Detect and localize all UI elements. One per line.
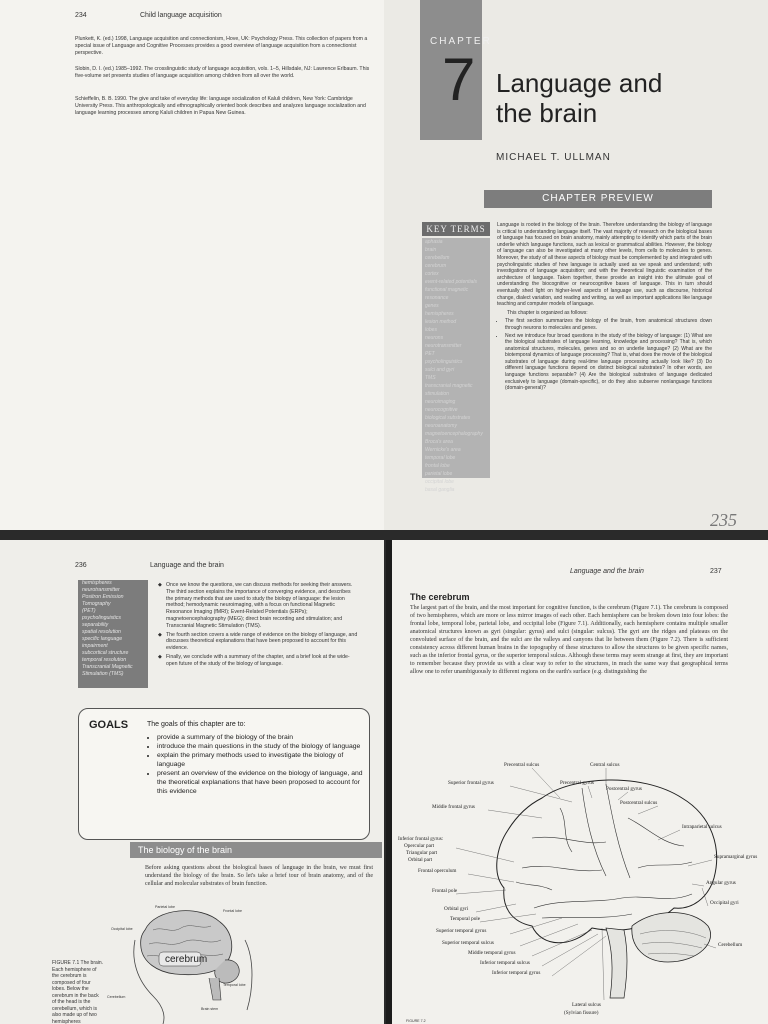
key-term: PET	[425, 351, 435, 357]
goals-list	[151, 733, 367, 796]
label-superior-frontal-gyrus: Superior frontal gyrus	[448, 780, 494, 786]
key-term: event-related potentials	[425, 279, 477, 285]
figure-7-1-caption: FIGURE 7.1 The brain. Each hemisphere of the cerebrum is composed of four lobes. Below the cerebrum in the back of the head is the cerebellum, which is also made up of two hemispheres	[52, 960, 104, 1024]
brain-stem-label: Brain stem	[201, 1007, 219, 1011]
key-term: frontal lobe	[425, 463, 450, 469]
key-term: biological substrates	[425, 415, 471, 421]
cerebrum-text: The largest part of the brain, and the most important for cognitive function, is the cerebrum (Figure 7.1). The cerebrum is composed of two hemispheres, which are more or less mirror images of each other. Each hemisphere can be broken down into four lobes: the frontal lobe, temporal lobe, parietal lobe, and occipital lobe (Figure 7.1). Additionally, each hemisphere contains multiple smaller anatomical structures known as gyri (singular: gyrus) and sulci (singular: sulcus). The gyri are the ridges and plateaus on the convoluted surface of the brain, and the sulci are the valleys and canyons that lie between them (Figure 7.2). There is sufficient consistency across different human brains in the topography of these structures to allow the structures to be given specific names, such as the inferior frontal gyrus, or the superior temporal sulcus. Although these terms may seem strange at first, they are important to remember because they provide us with a clear way to refer to the structures, in much the same way that geographical terms allow one to refer unambiguously to different regions on the earth's surface (e.g. distinguishing the	[410, 605, 728, 675]
occipital-lobe-label: Occipital lobe	[111, 927, 133, 931]
key-term: temporal lobe	[425, 455, 456, 461]
overview-bullet: ◆ Once we know the questions, we can discuss methods for seeking their answers. The third section explains the importance of converging evidence, and describes the primary methods that are used to study the biology of language: the lesion method; hemodynamic neuroimaging, with a focus on functional Magnetic Resonance Imaging (fMRI); Event-Related Potentials (ERPs); magnetoencephalography (MEG); direct brain recording and stimulation; and Transcranial Magnetic Stimulation (TMS).	[158, 582, 358, 630]
page-236	[0, 540, 384, 1024]
key-term: cortex	[425, 271, 439, 277]
key-term: sulci and gyri	[425, 367, 455, 373]
running-head: Child language acquisition	[140, 12, 222, 19]
key-term: psycholinguistics	[425, 359, 463, 365]
figure-7-1	[105, 900, 265, 1024]
label-occipital-gyri: Occipital gyri	[710, 900, 739, 906]
chapter-title-line2: the brain	[496, 98, 598, 128]
label-frontal-pole: Frontal pole	[432, 888, 458, 894]
label-middle-frontal-gyrus: Middle frontal gyrus	[432, 804, 475, 810]
key-term: occipital lobe	[425, 479, 454, 485]
label-sylvian-fissure: (Sylvian fissure)	[564, 1010, 599, 1016]
key-term: Positron Emission	[82, 594, 124, 600]
frontal-lobe-label: Frontal lobe	[223, 909, 242, 913]
key-term: Wernicke's area	[425, 447, 461, 453]
key-term: cerebrum	[425, 263, 447, 269]
key-term: neurocognitive	[425, 407, 458, 413]
label-central-sulcus: Central sulcus	[590, 762, 620, 768]
goals-intro: The goals of this chapter are to:	[147, 721, 246, 728]
preview-bullets	[497, 318, 712, 392]
chapter-number: 7	[442, 46, 476, 113]
page-number: 237	[710, 568, 722, 575]
key-term: Transcranial Magnetic	[82, 664, 133, 670]
key-term: neuroimaging	[425, 399, 456, 405]
label-angular-gyrus: Angular gyrus	[706, 880, 736, 886]
key-term: impairment	[82, 643, 108, 649]
reference-slobin: Slobin, D. I. (ed.) 1985–1992. The crosslinguistic study of language acquisition, vols. 1–5, Hillsdale, NJ: Lawrence Erlbaum. This five-volume set presents studies of language acquisition among children from all over the world.	[75, 66, 370, 79]
chapter-title-line1: Language and	[496, 68, 663, 98]
page-235	[384, 0, 768, 530]
label-temporal-pole: Temporal pole	[450, 916, 481, 922]
label-triangular-part: Triangular part	[406, 850, 438, 856]
key-term: specific language	[82, 636, 123, 642]
key-term: (PET)	[82, 608, 96, 614]
key-term: subcortical structure	[82, 650, 129, 656]
parietal-lobe-label: Parietal lobe	[155, 905, 175, 909]
label-cerebellum: Cerebellum	[718, 942, 743, 948]
goals-heading: GOALS	[89, 719, 129, 731]
preview-bullet: • The first section summarizes the biology of the brain, from anatomical structures down through neurons to molecules and genes.	[505, 318, 712, 331]
section-heading: The biology of the brain	[130, 842, 382, 858]
goal-item: • explain the primary methods used to investigate the biology of language	[157, 751, 367, 769]
brainstem-shape	[606, 928, 627, 998]
handwritten-page-number: 235	[710, 510, 737, 530]
key-terms-heading: KEY TERMS	[422, 222, 490, 236]
key-term: separability	[82, 622, 109, 628]
chapter-preview-heading: CHAPTER PREVIEW	[484, 190, 712, 208]
label-intraparietal-sulcus: Intraparietal sulcus	[682, 824, 722, 830]
label-superior-temporal-gyrus: Superior temporal gyrus	[436, 928, 487, 934]
figure-7-2-caption: FIGURE 7.2	[406, 1019, 426, 1023]
key-term: temporal resolution	[82, 657, 127, 663]
key-term: lesion method	[425, 319, 457, 325]
label-frontal-operculum: Frontal operculum	[418, 868, 457, 874]
key-term: neurotransmitter	[425, 343, 462, 349]
label-middle-temporal-gyrus: Middle temporal gyrus	[468, 950, 516, 956]
key-term: Stimulation (TMS)	[82, 671, 124, 677]
label-superior-temporal-sulcus: Superior temporal sulcus	[442, 940, 494, 946]
label-inferior-temporal-sulcus: Inferior temporal sulcus	[480, 960, 530, 966]
chapter-overview-bullets	[158, 582, 358, 670]
chapter-preview-text	[497, 222, 712, 393]
key-term: hemispheres	[82, 580, 112, 586]
key-term: neuroanatomy	[425, 423, 457, 429]
author-name: MICHAEL T. ULLMAN	[496, 152, 611, 163]
key-term: Broca's area	[425, 439, 453, 445]
key-term: parietal lobe	[425, 471, 453, 477]
goal-item: • introduce the main questions in the study of the biology of language	[157, 742, 367, 751]
label-inferior-frontal-gyrus: Inferior frontal gyrus:	[398, 836, 444, 842]
brainstem-shape	[209, 978, 221, 1000]
reference-plunkett: Plunkett, K. (ed.) 1998, Language acquisition and connectionism, Hove, UK: Psychology Press. This collection of papers from a special issue of Language and Cognitive Processes provides a good overview of language acquisition from a connectionist perspective.	[75, 36, 368, 56]
cerebellum-shape	[632, 913, 711, 963]
section-intro-text: Before asking questions about the biological bases of language in the brain, we must first understand the biology of the brain. So let's take a brief tour of brain anatomy, and of the cellular and molecular substrates of brain function.	[145, 865, 373, 887]
label-inferior-temporal-gyrus: Inferior temporal gyrus	[492, 970, 541, 976]
key-term: genes	[425, 303, 439, 309]
label-postcentral-gyrus: Postcentral gyrus	[606, 786, 642, 792]
figure-7-2	[392, 758, 768, 1024]
key-term: spatial resolution	[82, 629, 121, 635]
label-orbital-part: Orbital part	[408, 857, 433, 863]
cerebrum-label: cerebrum	[165, 954, 208, 965]
key-term: lobes	[425, 327, 437, 333]
key-term: neurons	[425, 335, 444, 341]
goal-item: • present an overview of the evidence on the biology of language, and the theoretical explanations that have been proposed to account for this evidence	[157, 769, 367, 796]
key-term: transcranial magnetic stimulation	[425, 383, 473, 397]
preview-organized: This chapter is organized as follows:	[507, 309, 588, 316]
label-postcentral-sulcus: Postcentral sulcus	[620, 800, 658, 806]
key-term: hemispheres	[425, 311, 454, 317]
preview-bullet: • Next we introduce four broad questions in the study of the biology of language: (1) What are the biological substrates of language learning, knowledge and processing? That is, which anatomical structures, molecules, genes and so on underlie language? (2) What are the biotemporal dynamics of language processing? That is, what does the movie of the biological substrates of language during real-time language processing actually look like? (3) Do different language functions depend on distinct biological substrates? In other words, are language functions separable? (4) Are the biological substrates of language dedicated exclusively to language (domain-specific), or do they also subserve nonlanguage functions (domain-general)?	[505, 333, 712, 392]
label-opercular-part: Opercular part	[404, 843, 435, 849]
key-term: cerebellum	[425, 255, 450, 261]
key-term: brain	[425, 247, 437, 253]
running-head: Language and the brain	[570, 568, 644, 575]
key-terms-list	[422, 238, 490, 493]
key-terms-continued	[78, 580, 148, 688]
temporal-lobe-label: Temporal lobe	[223, 983, 246, 987]
chapter-label: CHAPTER	[430, 36, 492, 47]
goal-item: • provide a summary of the biology of the brain	[157, 733, 367, 742]
overview-bullet: ◆ The fourth section covers a wide range of evidence on the biology of language, and discusses theoretical explanations that have been proposed to account for this evidence.	[158, 632, 358, 652]
key-term: psycholinguistics	[82, 615, 121, 621]
key-term: TMS	[425, 375, 436, 381]
overview-bullet: ◆ Finally, we conclude with a summary of the chapter, and a brief look at the wide-open future of the study of the biology of language.	[158, 654, 358, 668]
label-precentral-sulcus: Precentral sulcus	[504, 762, 540, 768]
cerebellum-label: Cerebellum	[107, 995, 126, 999]
page-234	[0, 0, 384, 530]
page-number: 236	[75, 562, 87, 569]
key-term: Tomography	[82, 601, 111, 607]
preview-paragraph: Language is rooted in the biology of the brain. Therefore understanding the biology of language is critical to understanding language itself. The vast majority of research on the biological bases of language has focused on brain anatomy, mainly attempting to identify which parts of the brain underlie which language functions, such as lexical or grammatical abilities. However, the biology of language can also be investigated at many other levels, from cells to molecules to genes. Moreover, the study of all these aspects of biology must be complemented by and integrated with psycholinguistic studies of how language is actually used as we speak and understand; with investigations of language acquisition; and with the theoretical linguistic examination of the architecture of language. Taken together, these provide an insight into the ultimate goal of understanding the biocognitive or neurocognitive bases of language. This in turn should eventually shed light on higher-level aspects of language use, such as discourse, historical change, dialect variation, and reading and writing, as well as important applications like language teaching and computer models of language.	[497, 222, 712, 308]
label-supramarginal-gyrus: Supramarginal gyrus	[714, 854, 758, 860]
key-term: aphasia	[425, 239, 443, 245]
running-head: Language and the brain	[150, 562, 224, 569]
reference-schieffelin: Schieffelin, B. B. 1990. The give and take of everyday life: language socialization of Kaluli children, New York: Cambridge University Press. This anthropologically and ethnographically oriented book describes and analyzes language socialization and language learning processes among Kaluli children in Papua New Guinea.	[75, 96, 366, 116]
key-term: functional magnetic resonance	[425, 287, 469, 301]
chapter-title	[496, 68, 662, 128]
page-number: 234	[75, 12, 87, 19]
page-237	[392, 540, 768, 1024]
cerebrum-heading: The cerebrum	[410, 592, 470, 602]
label-lateral-sulcus: Lateral sulcus	[572, 1002, 601, 1008]
label-orbital-gyri: Orbital gyri	[444, 906, 469, 912]
key-term: basal ganglia	[425, 487, 455, 493]
label-precentral-gyrus: Precentral gyrus	[560, 780, 594, 786]
key-term: magnetoencephalography	[425, 431, 483, 437]
key-term: neurotransmitter	[82, 587, 120, 593]
goals-box	[78, 708, 370, 840]
